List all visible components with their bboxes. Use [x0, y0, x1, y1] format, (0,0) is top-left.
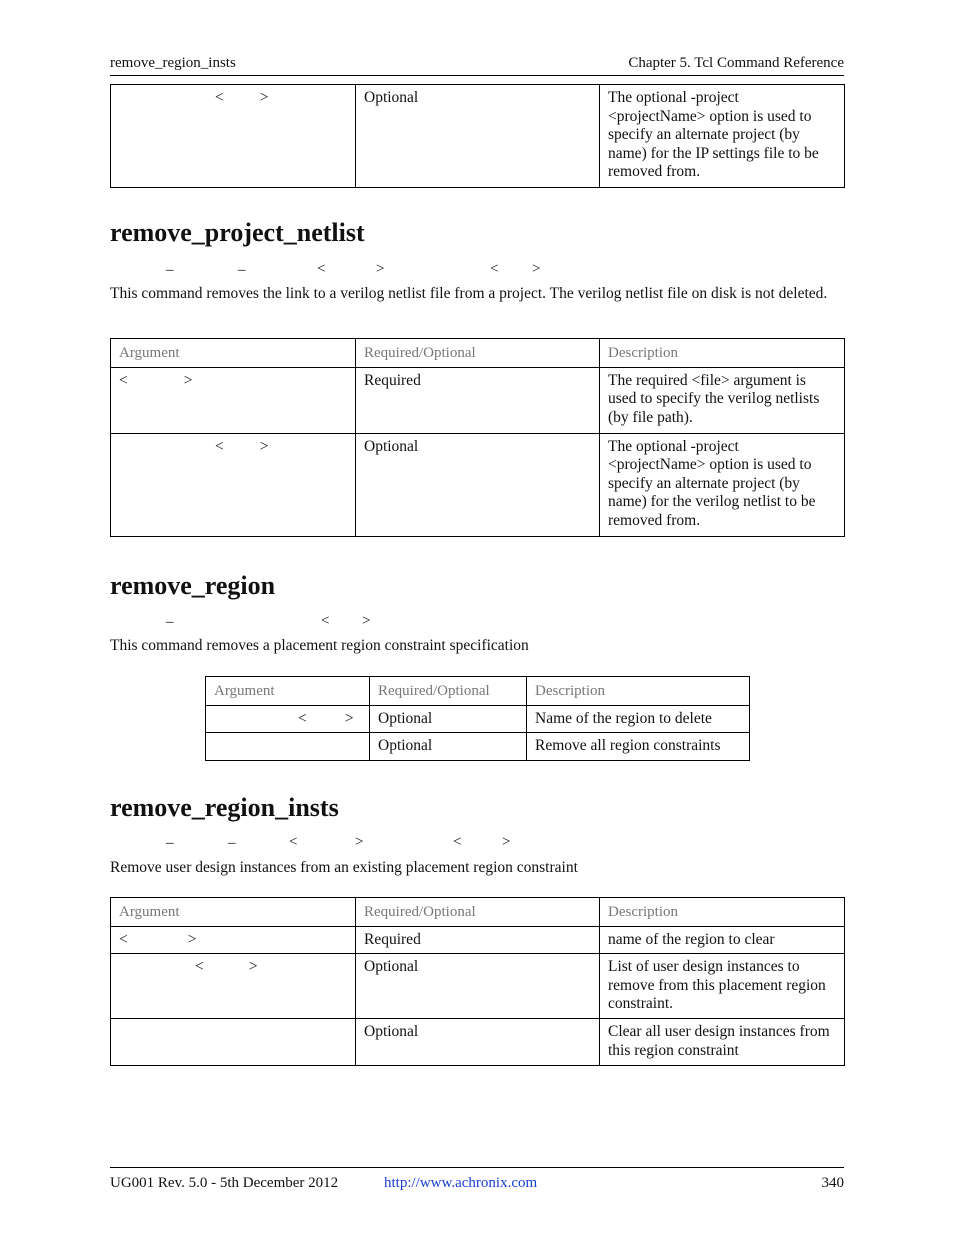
table-row — [111, 926, 845, 954]
argument-cell — [206, 705, 370, 733]
required-cell: Required — [356, 367, 600, 433]
table-header-row — [206, 677, 750, 706]
section-title: remove_region — [110, 571, 276, 600]
argument-table — [205, 676, 750, 761]
command-syntax — [110, 830, 844, 852]
column-header: Required/Optional — [370, 677, 527, 706]
description-cell: Remove all region constraints — [527, 733, 750, 761]
arg-open-angle: < — [298, 709, 307, 727]
syntax-underscore: _ — [166, 830, 174, 846]
table-row — [111, 85, 845, 188]
section-title: remove_region_insts — [110, 793, 339, 822]
column-header: Description — [527, 677, 750, 706]
column-header: Description — [600, 898, 845, 927]
required-cell: Optional — [356, 85, 600, 188]
arg-open-angle: < — [195, 958, 204, 975]
argument-cell — [111, 1019, 356, 1066]
syntax-underscore: _ — [238, 257, 246, 273]
table-header-row — [111, 339, 845, 368]
table-row — [206, 705, 750, 733]
footer-doc-revision: UG001 Rev. 5.0 - 5th December 2012 — [110, 1175, 339, 1191]
arg-close-angle: > — [259, 437, 269, 455]
argument-cell — [111, 433, 356, 536]
column-header: Description — [600, 339, 845, 368]
required-cell: Optional — [370, 733, 527, 761]
syntax-open-angle: < — [317, 261, 326, 277]
required-cell: Required — [356, 926, 600, 954]
required-cell: Optional — [356, 433, 600, 536]
arg-close-angle: > — [259, 89, 269, 106]
header-section-name: remove_region_insts — [110, 55, 236, 71]
description-cell: List of user design instances to remove from this placement region constraint. — [600, 954, 845, 1019]
syntax-underscore: _ — [166, 257, 174, 273]
arg-close-angle: > — [187, 930, 197, 948]
required-cell: Optional — [356, 1019, 600, 1066]
syntax-underscore: _ — [228, 830, 236, 846]
command-syntax — [110, 609, 844, 631]
arg-close-angle: > — [183, 371, 193, 389]
argument-cell — [206, 733, 370, 761]
column-header: Required/Optional — [356, 339, 600, 368]
description-cell: The required <file> argument is used to specify the verilog netlists (by file path). — [600, 367, 845, 433]
page-number: 340 — [821, 1175, 844, 1191]
syntax-close-angle: > — [355, 834, 364, 850]
syntax-close-angle: > — [362, 613, 371, 629]
syntax-open-angle: < — [321, 613, 330, 629]
section-description: This command removes the link to a verilog netlist file from a project. The verilog netlist file on disk is not deleted. — [110, 285, 828, 302]
column-header: Argument — [111, 898, 356, 927]
required-cell: Optional — [370, 705, 527, 733]
argument-table — [110, 897, 845, 1066]
syntax-underscore: _ — [166, 609, 174, 625]
arg-open-angle: < — [119, 930, 128, 948]
description-cell: Clear all user design instances from this region constraint — [600, 1019, 845, 1066]
table-header-row — [111, 898, 845, 927]
syntax-open-angle: < — [453, 834, 462, 850]
column-header: Argument — [111, 339, 356, 368]
ip-settings-argument-table — [110, 84, 845, 188]
syntax-open-angle: < — [490, 261, 499, 277]
syntax-open-angle: < — [289, 834, 298, 850]
description-cell: Name of the region to delete — [527, 705, 750, 733]
arg-close-angle: > — [344, 709, 354, 727]
argument-cell — [111, 85, 356, 188]
footer-website-link[interactable]: http://www.achronix.com — [384, 1175, 538, 1191]
arg-open-angle: < — [215, 89, 224, 106]
command-syntax — [110, 257, 844, 279]
table-row — [111, 954, 845, 1019]
syntax-close-angle: > — [376, 261, 385, 277]
arg-open-angle: < — [119, 371, 128, 389]
table-row — [111, 1019, 845, 1066]
arg-open-angle: < — [215, 437, 224, 455]
syntax-close-angle: > — [502, 834, 511, 850]
argument-table — [110, 338, 845, 537]
description-cell: The optional -project <projectName> option is used to specify an alternate project (by name) for the verilog netlist to be removed from. — [600, 433, 845, 536]
section-title: remove_project_netlist — [110, 218, 365, 247]
syntax-close-angle: > — [532, 261, 541, 277]
column-header: Required/Optional — [356, 898, 600, 927]
argument-cell — [111, 926, 356, 954]
required-cell: Optional — [356, 954, 600, 1019]
section-description: This command removes a placement region constraint specification — [110, 637, 529, 654]
description-cell: name of the region to clear — [600, 926, 845, 954]
column-header: Argument — [206, 677, 370, 706]
running-header — [110, 55, 844, 76]
table-row — [111, 433, 845, 536]
table-row — [111, 367, 845, 433]
table-row — [206, 733, 750, 761]
arg-close-angle: > — [248, 958, 258, 975]
section-description: Remove user design instances from an existing placement region constraint — [110, 859, 578, 876]
page-footer — [110, 1167, 844, 1195]
argument-cell — [111, 954, 356, 1019]
description-cell: The optional -project <projectName> option is used to specify an alternate project (by name) for the IP settings file to be removed from. — [600, 85, 845, 188]
argument-cell — [111, 367, 356, 433]
header-chapter-title: Chapter 5. Tcl Command Reference — [628, 55, 844, 71]
